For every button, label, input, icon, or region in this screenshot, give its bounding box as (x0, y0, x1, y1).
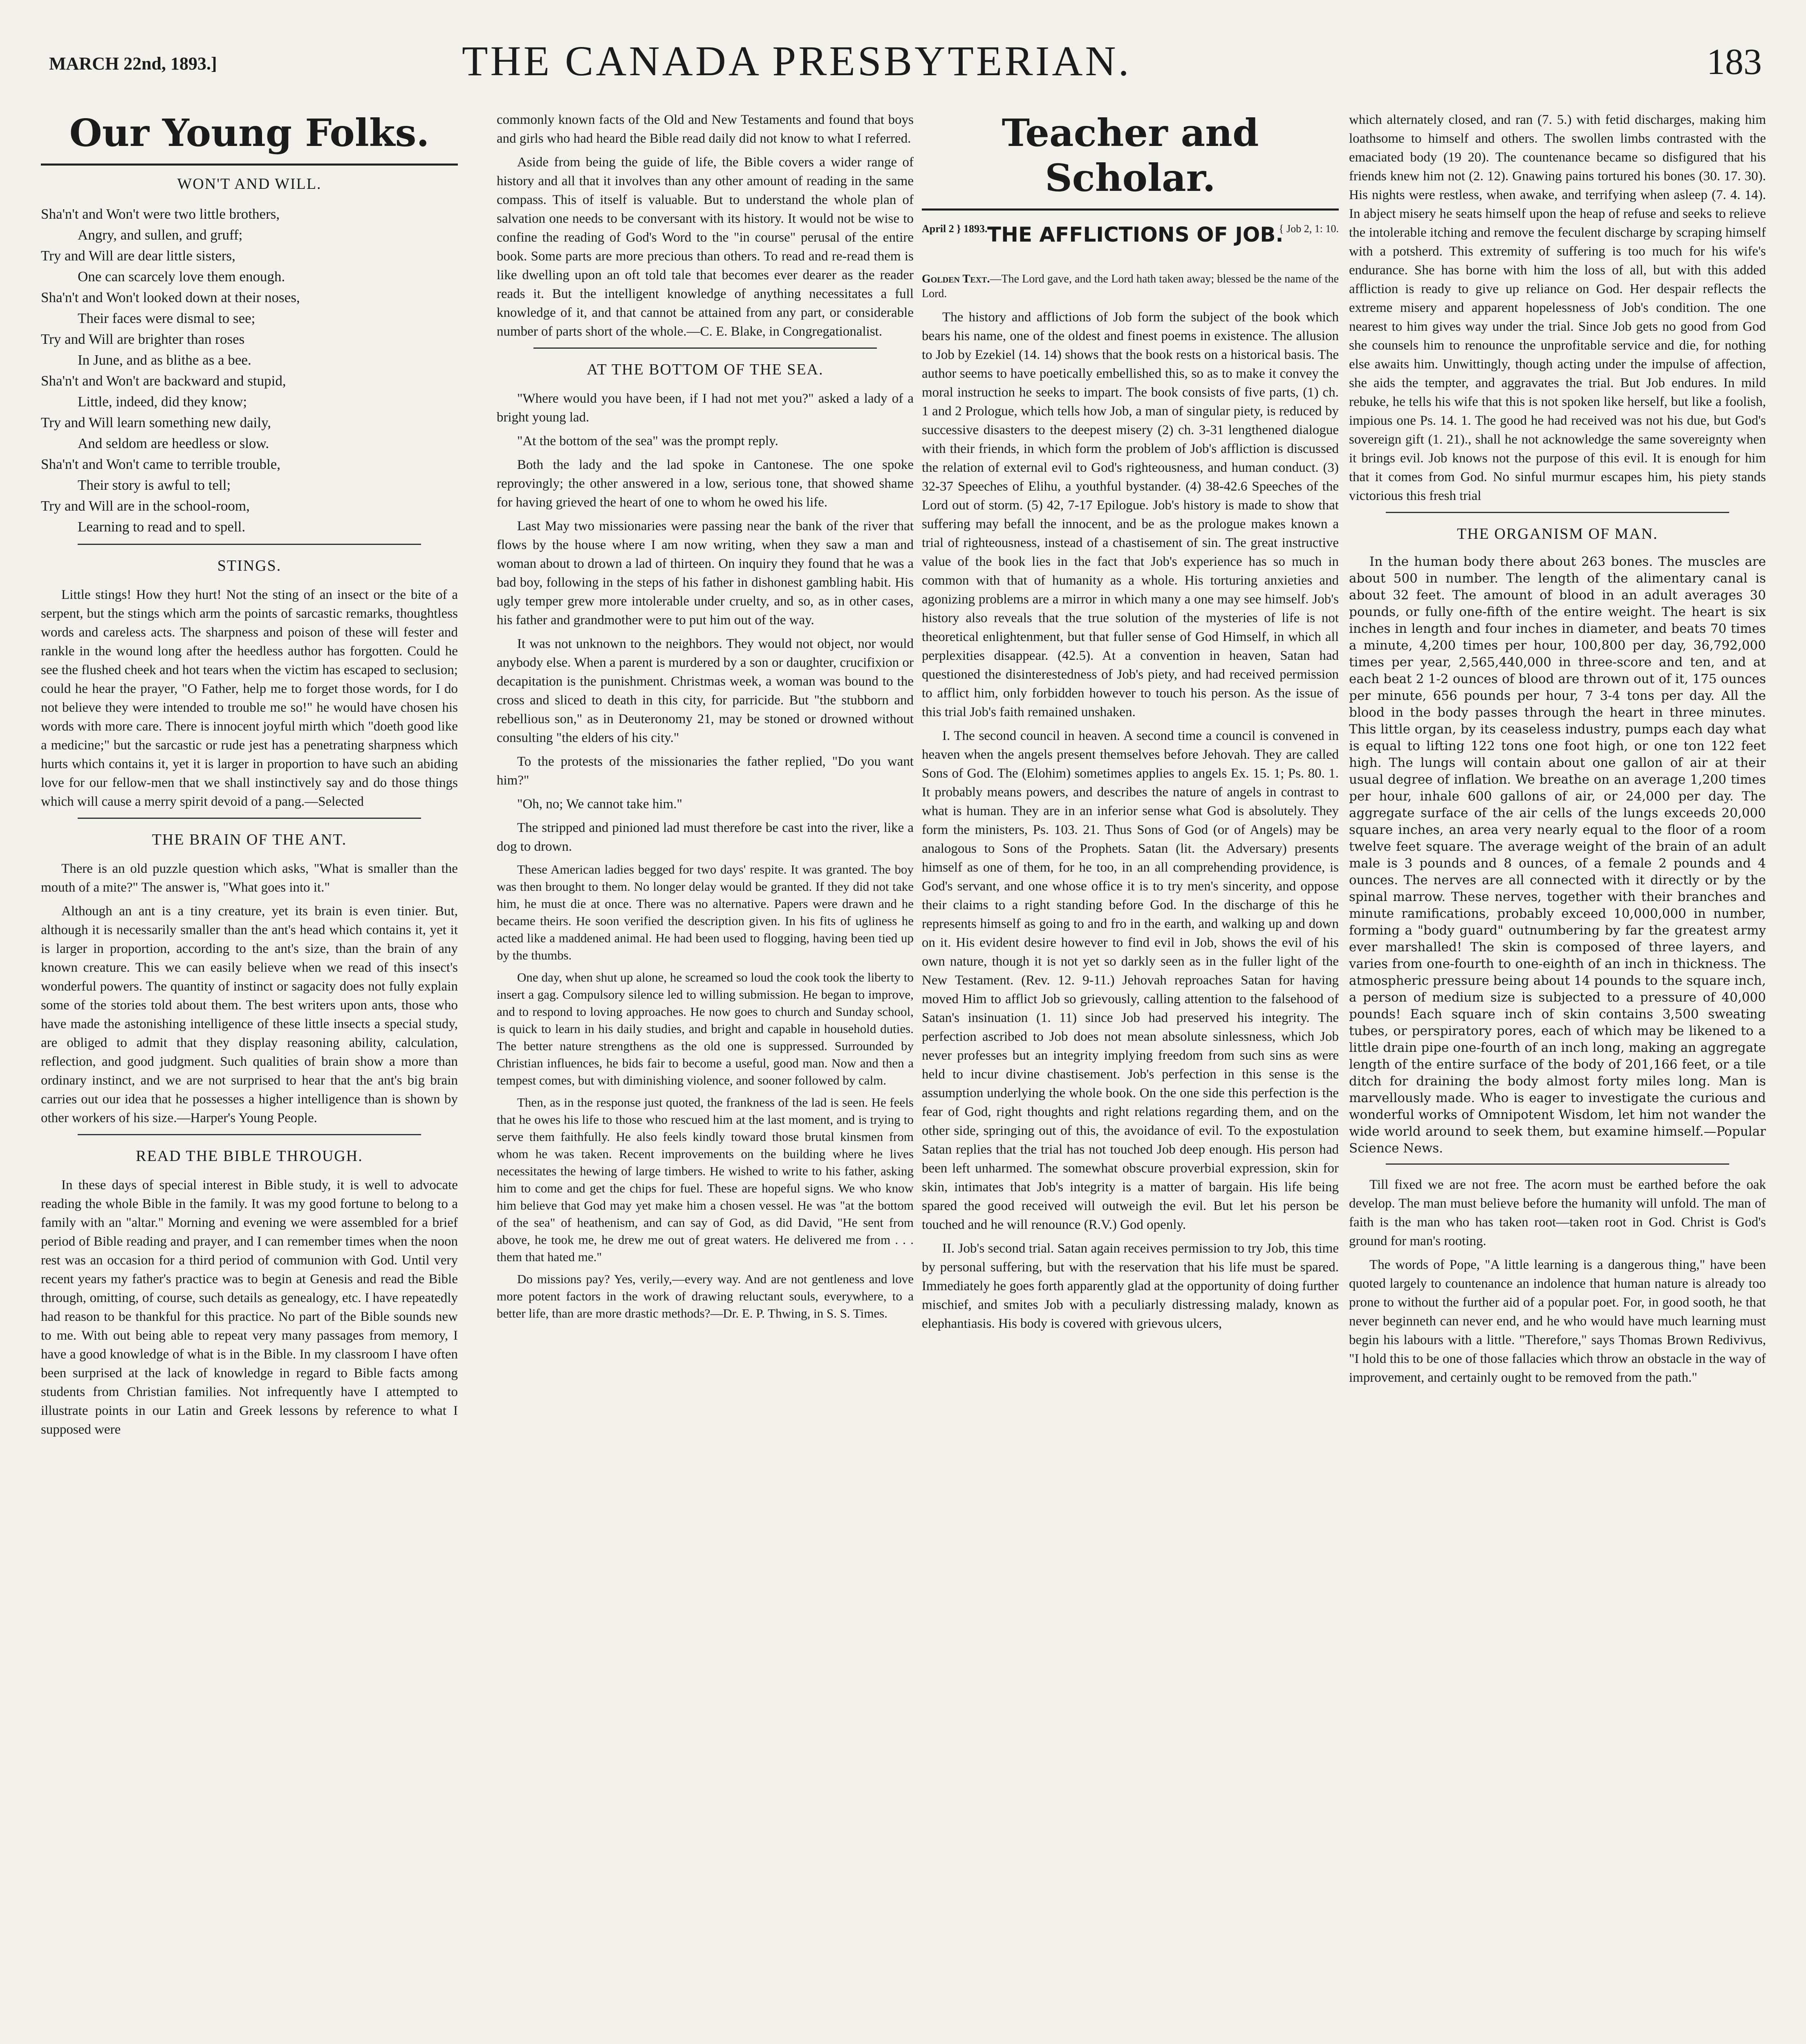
golden-text-label: Golden Text. (922, 273, 990, 285)
divider (1386, 512, 1729, 513)
article-body: In these days of special interest in Bible study, it is well to advocate reading the whole Bible in the family. It was my good fortune to belong to a family with an "altar." Morning and evening we were assembled for a brief period of Bible reading and prayer, and I can remember times when the noon rest was an occasion for a third period of communion with God. Until very recent years my father's practice was to begin at Genesis and read the Bible through, omitting, of course, such details as genealogy, etc. I have repeatedly had reason to be thankful for this practice. No part of the Bible sounds new to me. With out being able to repeat very many passages from memory, I have a good knowledge of what is in the Bible. In my classroom I have often been surprised at the lack of knowledge in regard to Bible facts among students from Christian families. Not infrequently have I attempted to illustrate points in our Latin and Greek lessons by reference to what I supposed were (41, 1178, 458, 1437)
golden-text (922, 272, 1339, 301)
divider (78, 1134, 421, 1135)
lesson-reference: { Job 2, 1: 10. (1279, 223, 1339, 235)
article-body: These American ladies begged for two days' respite. It was granted. The boy was then brought to them. No longer delay would be granted. If they did not take him, he must die at once. There was no alternative. Papers were drawn and he became theirs. He soon verified the description given. In his fits of ugliness he acted like a maddened animal. He had been used to flogging, having been tied up by the thumbs. (497, 862, 914, 962)
article-body: It was not unknown to the neighbors. They would not object, nor would anybody else. When a parent is murdered by a son or daughter, crucifixion or decapitation is the punishment. Christmas week, a woman was bound to the cross and sliced to death in this city, for parricide. But "the stubborn and rebellious son," as in Deuteronomy 21, may be stoned or drowned without consulting "the elders of his city." (497, 637, 914, 745)
article-body: The history and afflictions of Job form the subject of the book which bears his name, one of the oldest and finest poems in existence. The allusion to Job by Ezekiel (14. 14) shows that the book rests on a historical basis. The author seems to have poetically embellished this, so as to make it convey the moral instruction he seeks to impart. The book consists of five parts, (1) ch. 1 and 2 Prologue, which tells how Job, a man of singular piety, is reduced by successive disasters to the deepest misery (2) ch. 3-31 lengthened dialogue with their friends, in which form the problem of Job's affliction is discussed the relation of external evil to God's righteousness, and human conduct. (3) 32-37 Speeches of Elihu, a youthful bystander. (4) 38-42.6 Speeches of the Lord out of storm. (5) 42, 7-17 Epilogue. Job's history is made to show that suffering may befall the innocent, and be as the prologue makes known a trial of righteousness, instead of a chastisement of sin. The great instructive value of the book lies in the fact that Job's experience has so much in common with that of humanity as a whole. His torturing anxieties and agonizing problems are a mirror in which many a one may see himself. Job's history also reveals that the true solution of the mysteries of life is not theoretical enlightenment, but that fuller sense of God Himself, in which all perplexities disappear. (42.5). At a convention in heaven, Satan had questioned the disinterestedness of Job's piety, and had received permission to afflict him, only forbidden however to touch his person. As the issue of this trial Job's faith remained unshaken. (922, 310, 1339, 719)
article-body: One day, when shut up alone, he screamed so loud the cook took the liberty to insert a gag. Compulsory silence led to willing submission. He began to improve, and to respond to loving approaches. He now goes to church and Sunday school, is quick to learn in his daily studies, and bright and capable in household duties. The better nature strengthens as the old one is suppressed. Surrounded by Christian influences, he bids fair to become a useful, good man. Now and then a tempest comes, but with diminishing violence, and sooner followed by calm. (497, 970, 914, 1087)
column-four (1349, 110, 1766, 1392)
section-title-young-folks: Our Young Folks. (69, 111, 430, 155)
article-body: commonly known facts of the Old and New Testaments and found that boys and girls who had heard the Bible read daily did not know to what I referred. (497, 112, 914, 146)
lesson-header (922, 219, 1339, 268)
lesson-title: THE AFFLICTIONS OF JOB. (987, 223, 1284, 247)
article-body: Till fixed we are not free. The acorn must be earthed before the oak develop. The man must believe before the humanity will unfold. The man of faith is the man who has taken root—taken root in God. Christ is God's ground for man's rooting. (1349, 1177, 1766, 1248)
issue-date: MARCH 22nd, 1893.] (49, 54, 217, 74)
article-body: I. The second council in heaven. A second time a council is convened in heaven when the angels present themselves before Jehovah. They are called Sons of God. The (Elohim) sometimes applies to angels Ex. 15. 1; Ps. 80. 1. It probably means powers, and describes the nature of angels in contrast to what is human. They are in an inferior sense what God is absolutely. They form the ministers, Ps. 103. 21. Thus Sons of God (or of Angels) may be analogous to Sons of the Prophets. Satan (lit. the Adversary) presents himself as one of them, for he too, in an all comprehending providence, is God's servant, and one whose office it is to try men's sincerity, and oppose their claims to a right standing before God. In the discharge of this he represents himself as going to and fro in the earth, and walking up and down on it. His evident desire however to find evil in Job, shows the evil of his own nature, though it is not yet so darkly seen as in the fuller light of the New Testament. (Rev. 12. 9-11.) Jehovah reproaches Satan for having moved Him to afflict Job so grievously, calling attention to the falsehood of Satan's insinuation (1. 11) since Job had preserved his integrity. The perfection ascribed to Job does not mean absolute sinlessness, which Job never professes but an integrity implying freedom from such sins as were held to incur divine chastisement. Job's perfection in this sense is the assumption underlying the whole book. On the one side this perfection is the fear of God, right thoughts and right relations regarding them, and on the other side, springing out of this, the avoidance of evil. To the expostulation Satan replies that the trial has not touched Job deep enough. His person had been left unharmed. The somewhat obscure proverbial expression, skin for skin, intimates that Job's integrity is a matter of bargain. His life being spared the good received will outweigh the evil. But let his person be touched and he will renounce (R.V.) God openly. (922, 728, 1339, 1232)
article-body: Although an ant is a tiny creature, yet its brain is even tinier. But, although it is necessarily smaller than the ant's head which contains it, yet it is larger in proportion, according to the ant's size, than the brain of any known creature. This we can easily believe when we read of this insect's wonderful powers. The quantity of instinct or sagacity does not fully explain some of the stories told about them. The best writers upon ants, those who have made the astonishing intelligence of these little insects a special study, are obliged to admit that they display reasoning ability, calculation, reflection, and good judgment. Such qualities of brain show a more than ordinary instinct, and we are not surprised to hear that the ant's big brain carries out our idea that he possesses a higher intelligence than is shown by other workers of his size.—Harper's Young People. (41, 904, 458, 1125)
poem-line: Try and Will are dear little sisters, (41, 248, 235, 264)
poem-line: Sha'n't and Won't were two little brothers, (41, 206, 280, 222)
article-title-organism: THE ORGANISM OF MAN. (1457, 525, 1658, 542)
poem-line: Their story is awful to tell; (78, 477, 231, 493)
poem-line: And seldom are heedless or slow. (78, 435, 269, 451)
divider (41, 164, 458, 166)
poem-line: Their faces were dismal to see; (78, 310, 255, 326)
poem-line: Little, indeed, did they know; (78, 394, 247, 410)
article-body: Little stings! How they hurt! Not the sting of an insect or the bite of a serpent, but the stings which arm the points of sarcastic remarks, thoughtless words and careless acts. The sharpness and poison of these will fester and rankle in the wound long after the heedless author has forgotten. Could he see the flushed cheek and hot tears when the victim has escaped to seclusion; could he hear the prayer, "O Father, help me to forget those words, for I do not believe they were intended to trouble me so!" he would have chosen his words with more care. There is innocent joyful mirth which "doeth good like a medicine;" but the sarcastic or rude jest has a penetrating sharpness which hurts which contains it, yet it is larger in proportion to have such an abiding love for our fellow-men that we shall instinctively say and do those things which will cause a merry spirit devoid of a pang.—Selected (41, 587, 458, 809)
column-two (497, 110, 914, 1327)
article-body: Do missions pay? Yes, verily,—every way. And are not gentleness and love more potent factors in the work of drawing reluctant souls, everywhere, to a better life, than are more drastic methods?—Dr. E. P. Thwing, in S. S. Times. (497, 1272, 914, 1320)
article-body: Last May two missionaries were passing near the bank of the river that flows by the house where I am now writing, when they saw a man and woman about to drown a lad of thirteen. On inquiry they found that he was a bad boy, following in the steps of his father in dishonest gambling habit. His ugly temper grew more intolerable under cruelty, and so, as in other cases, his father and grandmother were to put him out of the way. (497, 519, 914, 628)
article-body: "At the bottom of the sea" was the prompt reply. (517, 434, 778, 448)
poem-line: One can scarcely love them enough. (78, 269, 285, 285)
divider (78, 544, 421, 545)
article-body: The stripped and pinioned lad must therefore be cast into the river, like a dog to drown. (497, 820, 914, 854)
lesson-date: April 2 } 1893. (922, 223, 988, 235)
poem-line: In June, and as blithe as a bee. (78, 352, 251, 368)
masthead (49, 25, 1766, 98)
golden-text-body: —The Lord gave, and the Lord hath taken away; blessed be the name of the Lord. (922, 273, 1339, 300)
column-teacher-scholar (922, 110, 1339, 1338)
article-body: The words of Pope, "A little learning is a dangerous thing," have been quoted largely to countenance an indolence that human nature is already too prone to without the further aid of a popular poet. For, in good sooth, he that never beginneth can never end, and he who would have much learning must begin his labours with a little. "Therefore," says Thomas Brown Redivivus, "I hold this to be one of those fallacies which throw an obstacle in the way of improvement, and certainly ought to be removed from the path." (1349, 1257, 1766, 1385)
poem-line: Try and Will learn something new daily, (41, 415, 271, 430)
article-body: "Where would you have been, if I had not met you?" asked a lady of a bright young lad. (497, 391, 914, 425)
poem-line: Angry, and sullen, and gruff; (78, 227, 243, 243)
divider (78, 818, 421, 819)
article-body: To the protests of the missionaries the father replied, "Do you want him?" (497, 754, 914, 788)
article-body: There is an old puzzle question which asks, "What is smaller than the mouth of a mite?" The answer is, "What goes into it." (41, 861, 458, 895)
poem-line: Sha'n't and Won't came to terrible trouble, (41, 456, 280, 472)
divider (1386, 1163, 1729, 1165)
newspaper-title: THE CANADA PRESBYTERIAN. (462, 38, 1132, 85)
section-title-teacher-scholar: Teacher and Scholar. (1002, 111, 1259, 200)
poem-line: Try and Will are brighter than roses (41, 331, 245, 347)
poem-wont-and-will (41, 204, 458, 537)
poem-title: WON'T AND WILL. (177, 175, 322, 193)
article-body: Aside from being the guide of life, the Bible covers a wider range of history and all that it involves than any other amount of reading in the same compass. This of itself is valuable. But to understand the whole plan of salvation one needs to be conversant with its history. It would not be wise to confine the reading of God's Word to the "in course" perusal of the entire book. Some parts are more precious than others. To read and re-read them is like dwelling upon an oft told tale that becomes ever dearer as the reader reads it. But the intelligent knowledge of anything necessitates a full knowledge of it, and that cannot be attained from any part, or considerable number of parts short of the whole.—C. E. Blake, in Congregationalist. (497, 155, 914, 339)
poem-line: Try and Will are in the school-room, (41, 498, 250, 514)
column-young-folks (41, 110, 458, 1444)
article-title-ant: THE BRAIN OF THE ANT. (152, 831, 347, 848)
article-title-stings: STINGS. (217, 557, 282, 574)
poem-line: Learning to read and to spell. (78, 519, 246, 535)
poem-line: Sha'n't and Won't are backward and stupid, (41, 373, 286, 389)
article-body: Then, as in the response just quoted, the frankness of the lad is seen. He feels that he owes his life to those who rescued him at the last moment, and is trying to serve them faithfully. He also feels kindly toward those brutal kinsmen from whom he was taken. Recent improvements on the building where he lives necessitates the hewing of large timbers. He wished to write to his father, asking him to come and get the chips for fuel. These are hopeful signs. We who know him believe that God may yet make him a chosen vessel. He was "at the bottom of the sea" of heathenism, and can say of God, as did David, "He sent from above, he took me, he drew me out of great waters. He delivered me from . . . them that hated me." (497, 1095, 914, 1264)
article-body: II. Job's second trial. Satan again receives permission to try Job, this time by personal suffering, but with the reservation that his life must be spared. Immediately he goes forth apparently glad at the opportunity of doing further mischief, and smites Job with a peculiarly distressing malady, known as elephantiasis. His body is covered with grievous ulcers, (922, 1241, 1339, 1331)
divider (922, 208, 1339, 211)
article-body: "Oh, no; We cannot take him." (517, 797, 683, 811)
article-title-sea: AT THE BOTTOM OF THE SEA. (587, 361, 824, 378)
article-body: which alternately closed, and ran (7. 5.) with fetid discharges, making him loathsome to himself and others. The swollen limbs contrasted with the emaciated body (19 20). The countenance became so disfigured that his friends knew him not (2. 12). Gnawing pains tortured his bones (30. 17. 30). His nights were restless, when awake, and terrifying when asleep (7. 4. 14). In abject misery he seats himself upon the heap of refuse and seeks to relieve the intolerable itching and remove the feculent discharge by scraping himself with a potsherd. This extremity of suffering is too much for his wife's endurance. She has borne with him the loss of all, but with this added affliction is ready to give up reliance on God. Her despair reflects the extreme misery and apparent hopelessness of Job's condition. The one nearest to him gives way under the trial. Since Job gets no good from God she counsels him to renounce the unprofitable service and die, for nothing else awaits him. Unwittingly, though acting under the impulse of affection, she aids the tempter, and aggravates the trial. But Job endures. In mild rebuke, he tells his wife that this is not spoken like herself, but like a foolish, impious one Ps. 14. 1. The good he had received was not his due, but God's sovereign gift (1. 21)., shall he not acknowledge the same sovereignty when it brings evil. Job knows not the purpose of this evil. It is enough for him that it comes from God. No sinful murmur escapes him, his piety stands victorious this fresh trial (1349, 112, 1766, 503)
divider (533, 347, 877, 349)
poem-line: Sha'n't and Won't looked down at their noses, (41, 289, 300, 305)
article-body: In the human body there about 263 bones. The muscles are about 500 in number. The length of the alimentary canal is about 32 feet. The amount of blood in an adult averages 30 pounds, or fully one-fifth of the entire weight. The heart is six inches in length and four inches in diameter, and beats 70 times a minute, 4,200 times per hour, 100,800 per day, 36,792,000 times per year, 2,565,440,000 in three-score and ten, and at each beat 2 1-2 ounces of blood are thrown out of it, 175 ounces per minute, 656 pounds per hour, 7 3-4 tons per day. All the blood in the body passes through the heart in three minutes. This little organ, by its ceaseless industry, pumps each day what is equal to lifting 122 tons one foot high, or one ton 122 feet high. The lungs will contain about one gallon of air at their usual degree of inflation. We breathe on an average 1,200 times per hour, inhale 600 gallons of air, or 24,000 per day. The aggregate surface of the air cells of the lungs exceeds 20,000 square inches, an area very nearly equal to the floor of a room twelve feet square. The average weight of the brain of an adult male is 3 pounds and 8 ounces, of a female 2 pounds and 4 ounces. The nerves are all connected with it directly or by the spinal marrow. These nerves, together with their branches and minute ramifications, probably exceed 10,000,000 in number, forming a "body guard" outnumbering by far the greatest army ever marshalled! The skin is composed of three layers, and varies from one-fourth to one-eighth of an inch in thickness. The atmospheric pressure being about 14 pounds to the square inch, a person of medium size is subjected to a pressure of 40,000 pounds! Each square inch of skin contains 3,500 sweating tubes, or perspiratory pores, each of which may be likened to a little drain pipe one-fourth of an inch long, making an aggregate length of the entire surface of the body of 201,166 feet, or a tile ditch for draining the body almost forty miles long. Man is marvellously made. Who is eager to investigate the curious and wonderful works of Omnipotent Wisdom, let him not wander the wide world around to seek them, but examine himself.—Popular Science News. (1349, 554, 1766, 1156)
article-title-bible: READ THE BIBLE THROUGH. (136, 1148, 363, 1165)
article-body: Both the lady and the lad spoke in Cantonese. The one spoke reprovingly; the other answered in a low, serious tone, that showed shame for having grieved the heart of one to whom he owed his life. (497, 457, 914, 510)
page-number: 183 (1707, 42, 1762, 82)
